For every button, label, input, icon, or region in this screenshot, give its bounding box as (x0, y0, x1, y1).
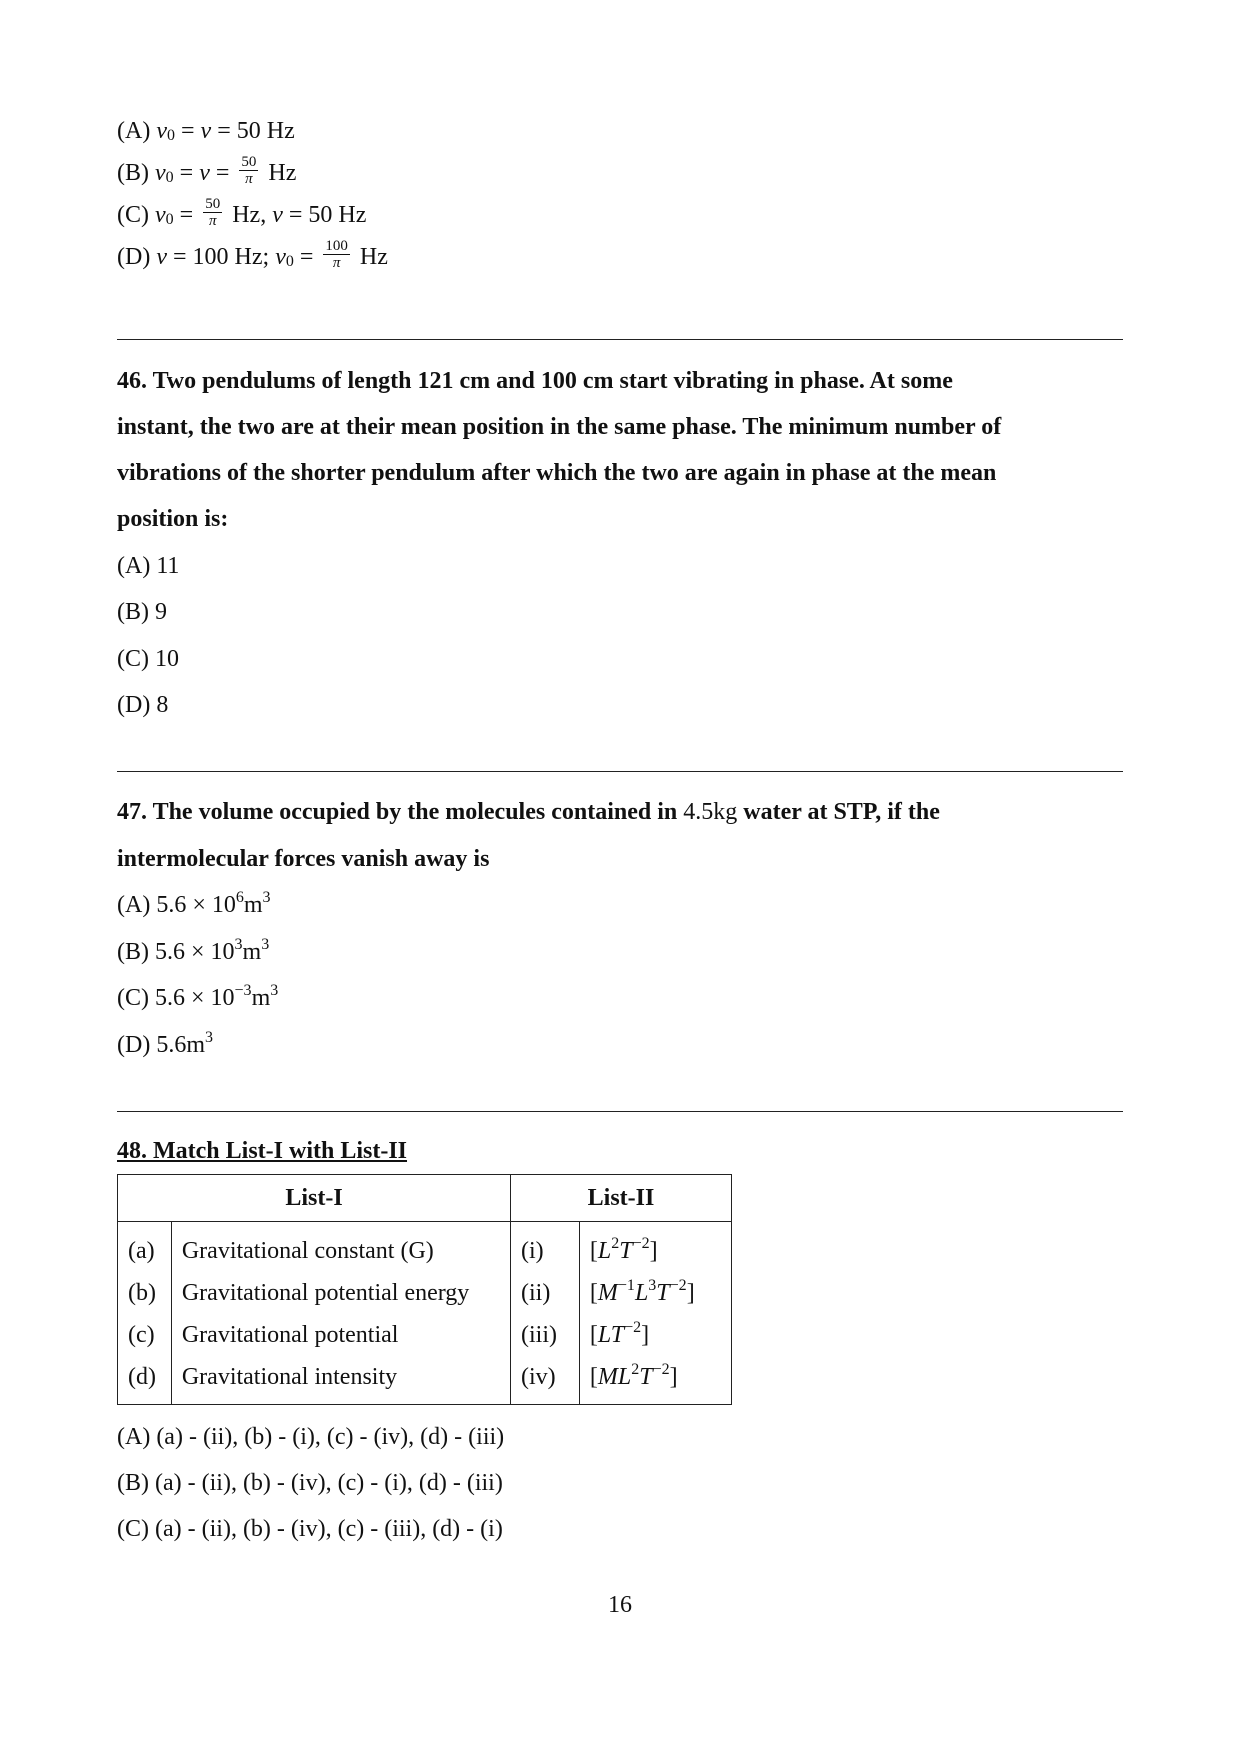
q47-text-line1: 47. The volume occupied by the molecules contained in 4.5kg water at STP, if the (117, 799, 940, 825)
table-row (118, 1222, 732, 1273)
row-dimension: $[L^2T^{-2}]$ (589, 1234, 658, 1264)
q47-option-b: (B) $5.6 \times 10^3m^3$ (117, 936, 270, 965)
row-dimension: $[M^{-1}L^3T^{-2}]$ (589, 1276, 695, 1306)
q47-option-a: (A) $5.6 \times 10^6m^3$ (117, 889, 271, 918)
divider (117, 339, 1123, 340)
q48-option-b: (B) (a) - (ii), (b) - (iv), (c) - (i), (d) - (iii) (117, 1470, 503, 1496)
row-item: Gravitational potential (171, 1314, 510, 1356)
q48-title: 48. Match List-I with List-II (117, 1138, 408, 1164)
q47-text-line2: intermolecular forces vanish away is (117, 846, 490, 872)
q46-option-c: (C) 10 (117, 646, 179, 672)
fraction: $\frac{100}{\pi}$ (325, 238, 348, 272)
row-key: (c) (118, 1314, 172, 1356)
q48-option-a: (A) (a) - (ii), (b) - (i), (c) - (iv), (d) - (iii) (117, 1424, 505, 1450)
divider (117, 771, 1123, 772)
table-row (118, 1272, 732, 1314)
row-key: (b) (118, 1272, 172, 1314)
table-row (118, 1314, 732, 1356)
match-table (117, 1174, 732, 1405)
row-dimension: $[LT^{-2}]$ (589, 1318, 650, 1348)
row-key: (a) (118, 1222, 172, 1273)
row-dimension: $[ML^2T^{-2}]$ (589, 1360, 678, 1390)
row-item: Gravitational potential energy (171, 1272, 510, 1314)
row-num: (iv) (511, 1356, 580, 1405)
q46-text-line1: 46. Two pendulums of length 121 cm and 100 cm start vibrating in phase. At some (117, 368, 953, 394)
q46-option-a: (A) 11 (117, 553, 180, 579)
q45-option-c: (C) $\nu_0$ = $\frac{50}{\pi}$ Hz, ν = 50 Hz (117, 196, 367, 230)
q46-option-d: (D) 8 (117, 692, 169, 718)
row-num: (iii) (511, 1314, 580, 1356)
q46-text-line3: vibrations of the shorter pendulum after which the two are again in phase at the mean (117, 460, 997, 486)
q45-option-d: (D) ν = 100 Hz; $\nu_0$ = $\frac{100}{\pi}$ Hz (117, 238, 388, 272)
q46-text-line2: instant, the two are at their mean position in the same phase. The minimum number of (117, 414, 1002, 440)
q47-option-d: (D) $5.6m^3$ (117, 1029, 213, 1058)
row-key: (d) (118, 1356, 172, 1405)
q46-option-b: (B) 9 (117, 599, 167, 625)
q46-text-line4: position is: (117, 506, 229, 532)
q45-option-b: (B) $\nu_0 = \nu$ = $\frac{50}{\pi}$ Hz (117, 154, 297, 188)
row-item: Gravitational intensity (171, 1356, 510, 1405)
table-header-row (118, 1175, 732, 1222)
divider (117, 1111, 1123, 1112)
row-num: (ii) (511, 1272, 580, 1314)
page-number: 16 (608, 1592, 632, 1618)
row-item: Gravitational constant (G) (171, 1222, 510, 1273)
list-ii-header: List-II (511, 1175, 732, 1222)
fraction: $\frac{50}{\pi}$ (205, 196, 221, 230)
row-num: (i) (511, 1222, 580, 1273)
q47-option-c: (C) $5.6 \times 10^{-3}m^3$ (117, 982, 279, 1011)
q45-option-a: (A) $\nu_0 = \nu = 50$ Hz (117, 118, 295, 144)
list-i-header: List-I (118, 1175, 511, 1222)
q48-option-c: (C) (a) - (ii), (b) - (iv), (c) - (iii), (d) - (i) (117, 1516, 503, 1542)
fraction: $\frac{50}{\pi}$ (241, 154, 257, 188)
table-row (118, 1356, 732, 1405)
